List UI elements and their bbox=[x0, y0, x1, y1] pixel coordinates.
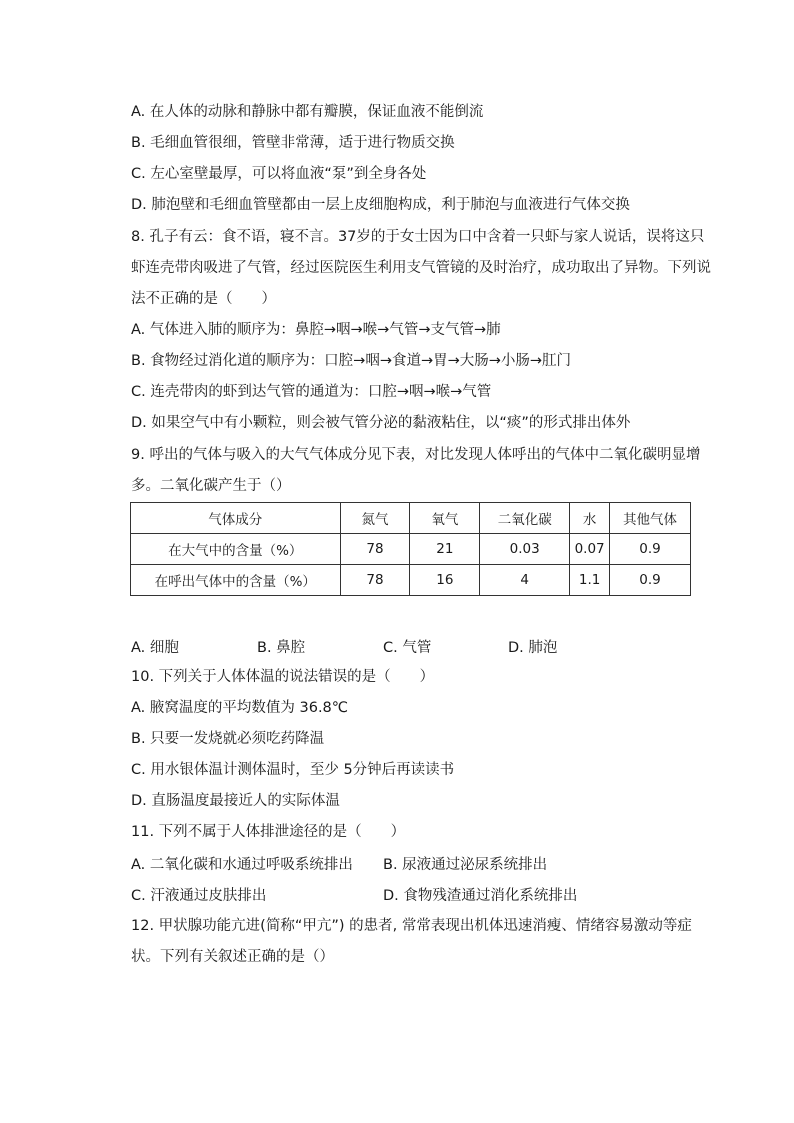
table-cell: 0.07 bbox=[570, 534, 610, 565]
q8-option-c: C. 连壳带肉的虾到达气管的通道为：口腔→咽→喉→气管 bbox=[131, 384, 492, 400]
table-cell: 在呼出气体中的含量（%） bbox=[131, 565, 341, 596]
table-cell: 0.9 bbox=[610, 534, 691, 565]
table-header-row bbox=[131, 503, 691, 534]
table-header-cell: 水 bbox=[570, 503, 610, 534]
q11-option-b: B. 尿液通过泌尿系统排出 bbox=[383, 857, 548, 873]
q7-option-d: D. 肺泡壁和毛细血管壁都由一层上皮细胞构成，利于肺泡与血液进行气体交换 bbox=[131, 197, 630, 213]
q8-option-b: B. 食物经过消化道的顺序为：口腔→咽→食道→胃→大肠→小肠→肛门 bbox=[131, 353, 572, 369]
table-cell: 0.9 bbox=[610, 565, 691, 596]
q8-stem-line-3: 法不正确的是（ ） bbox=[131, 291, 276, 307]
q10-stem: 10. 下列关于人体体温的说法错误的是（ ） bbox=[131, 669, 435, 685]
table-cell: 在大气中的含量（%） bbox=[131, 534, 341, 565]
table-row bbox=[131, 534, 691, 565]
q8-stem-line-2: 虾连壳带肉吸进了气管，经过医院医生利用支气管镜的及时治疗，成功取出了异物。下列说 bbox=[131, 260, 711, 276]
table-header-cell: 其他气体 bbox=[610, 503, 691, 534]
q10-option-d: D. 直肠温度最接近人的实际体温 bbox=[131, 793, 340, 809]
table-header-cell: 氧气 bbox=[410, 503, 480, 534]
q10-option-b: B. 只要一发烧就必须吃药降温 bbox=[131, 731, 325, 747]
q7-option-a: A. 在人体的动脉和静脉中都有瓣膜，保证血液不能倒流 bbox=[131, 104, 484, 120]
q10-option-a: A. 腋窝温度的平均数值为 36.8℃ bbox=[131, 700, 349, 716]
q12-stem-line-1: 12. 甲状腺功能亢进(简称“甲亢”) 的患者, 常常表现出机体迅速消瘦、情绪容易激动等症 bbox=[131, 918, 692, 934]
q11-option-a: A. 二氧化碳和水通过呼吸系统排出 bbox=[131, 857, 353, 873]
table-cell: 1.1 bbox=[570, 565, 610, 596]
gas-composition-table bbox=[130, 502, 691, 596]
q11-stem: 11. 下列不属于人体排泄途径的是（ ） bbox=[131, 824, 406, 840]
table-cell: 78 bbox=[340, 534, 410, 565]
table-header-cell: 氮气 bbox=[340, 503, 410, 534]
table-row bbox=[131, 565, 691, 596]
table-cell: 16 bbox=[410, 565, 480, 596]
q11-option-c: C. 汗液通过皮肤排出 bbox=[131, 888, 267, 904]
q11-option-d: D. 食物残渣通过消化系统排出 bbox=[383, 888, 578, 904]
q9-stem-line-2: 多。二氧化碳产生于（） bbox=[131, 478, 291, 494]
q9-option-d: D. 肺泡 bbox=[508, 640, 558, 656]
q8-option-d: D. 如果空气中有小颗粒，则会被气管分泌的黏液粘住，以“痰”的形式排出体外 bbox=[131, 415, 631, 431]
table-cell: 21 bbox=[410, 534, 480, 565]
q9-stem-line-1: 9. 呼出的气体与吸入的大气气体成分见下表，对比发现人体呼出的气体中二氧化碳明显增 bbox=[131, 447, 701, 463]
q12-stem-line-2: 状。下列有关叙述正确的是（） bbox=[131, 949, 334, 965]
q9-option-a: A. 细胞 bbox=[131, 640, 179, 656]
table-header-cell: 二氧化碳 bbox=[480, 503, 570, 534]
table-cell: 4 bbox=[480, 565, 570, 596]
table-header-cell: 气体成分 bbox=[131, 503, 341, 534]
q8-option-a: A. 气体进入肺的顺序为：鼻腔→咽→喉→气管→支气管→肺 bbox=[131, 322, 501, 338]
q8-stem-line-1: 8. 孔子有云：食不语，寝不言。37岁的于女士因为口中含着一只虾与家人说话，误将这只 bbox=[131, 229, 705, 245]
q7-option-c: C. 左心室壁最厚，可以将血液“泵”到全身各处 bbox=[131, 166, 427, 182]
table-cell: 78 bbox=[340, 565, 410, 596]
q7-option-b: B. 毛细血管很细，管壁非常薄，适于进行物质交换 bbox=[131, 135, 455, 151]
table-cell: 0.03 bbox=[480, 534, 570, 565]
q9-option-b: B. 鼻腔 bbox=[257, 640, 306, 656]
q9-option-c: C. 气管 bbox=[383, 640, 432, 656]
q10-option-c: C. 用水银体温计测体温时，至少 5分钟后再读读书 bbox=[131, 762, 455, 778]
